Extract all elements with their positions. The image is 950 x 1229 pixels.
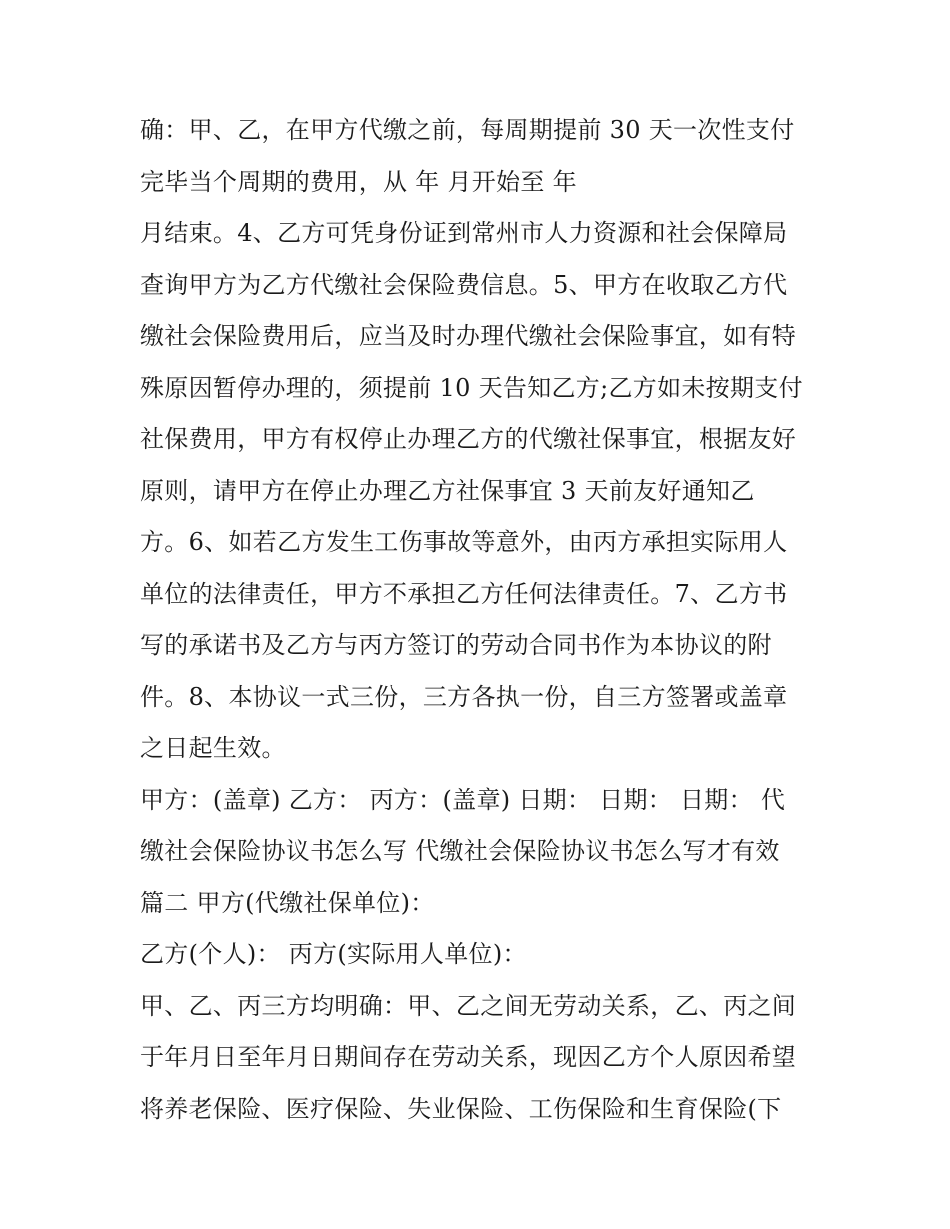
text-line: 原则，请甲方在停止办理乙方社保事宜 3 天前友好通知乙 (140, 476, 755, 505)
section-heading: 篇二 甲方(代缴社保单位)： (140, 888, 435, 917)
signature-line: 甲方：(盖章) 乙方： 丙方：(盖章) 日期： 日期： 日期： 代 (140, 785, 786, 814)
text-line: 查询甲方为乙方代缴社会保险费信息。5、甲方在收取乙方代 (140, 270, 788, 299)
document-body (140, 108, 830, 1138)
text-line: 甲、乙、丙三方均明确：甲、乙之间无劳动关系，乙、丙之间 (140, 991, 797, 1020)
text-line: 确：甲、乙，在甲方代缴之前，每周期提前 30 天一次性支付 (140, 116, 795, 144)
text-line: 月结束。4、乙方可凭身份证到常州市人力资源和社会保障局 (140, 219, 788, 247)
party-line: 乙方(个人)： 丙方(实际用人单位)： (140, 940, 527, 968)
text-line: 于年月日至年月日期间存在劳动关系，现因乙方个人原因希望 (140, 1043, 797, 1071)
text-line: 写的承诺书及乙方与丙方签订的劳动合同书作为本协议的附 (140, 631, 772, 659)
text-line: 件。8、本协议一式三份，三方各执一份，自三方签署或盖章 (140, 682, 788, 711)
text-line: 缴社会保险协议书怎么写 代缴社会保险协议书怎么写才有效 (140, 837, 780, 865)
text-line: 社保费用，甲方有权停止办理乙方的代缴社保事宜，根据友好 (140, 425, 797, 453)
text-line: 之日起生效。 (140, 734, 286, 762)
text-line: 将养老保险、医疗保险、失业保险、工伤保险和生育保险(下 (140, 1094, 782, 1123)
text-line: 完毕当个周期的费用，从 年 月开始至 年 (140, 167, 577, 196)
text-line: 缴社会保险费用后，应当及时办理代缴社会保险事宜，如有特 (140, 322, 797, 350)
text-line: 单位的法律责任，甲方不承担乙方任何法律责任。7、乙方书 (140, 579, 788, 608)
text-line: 方。6、如若乙方发生工伤事故等意外，由丙方承担实际用人 (140, 528, 788, 556)
text-line: 殊原因暂停办理的，须提前 10 天告知乙方;乙方如未按期支付 (140, 373, 803, 402)
